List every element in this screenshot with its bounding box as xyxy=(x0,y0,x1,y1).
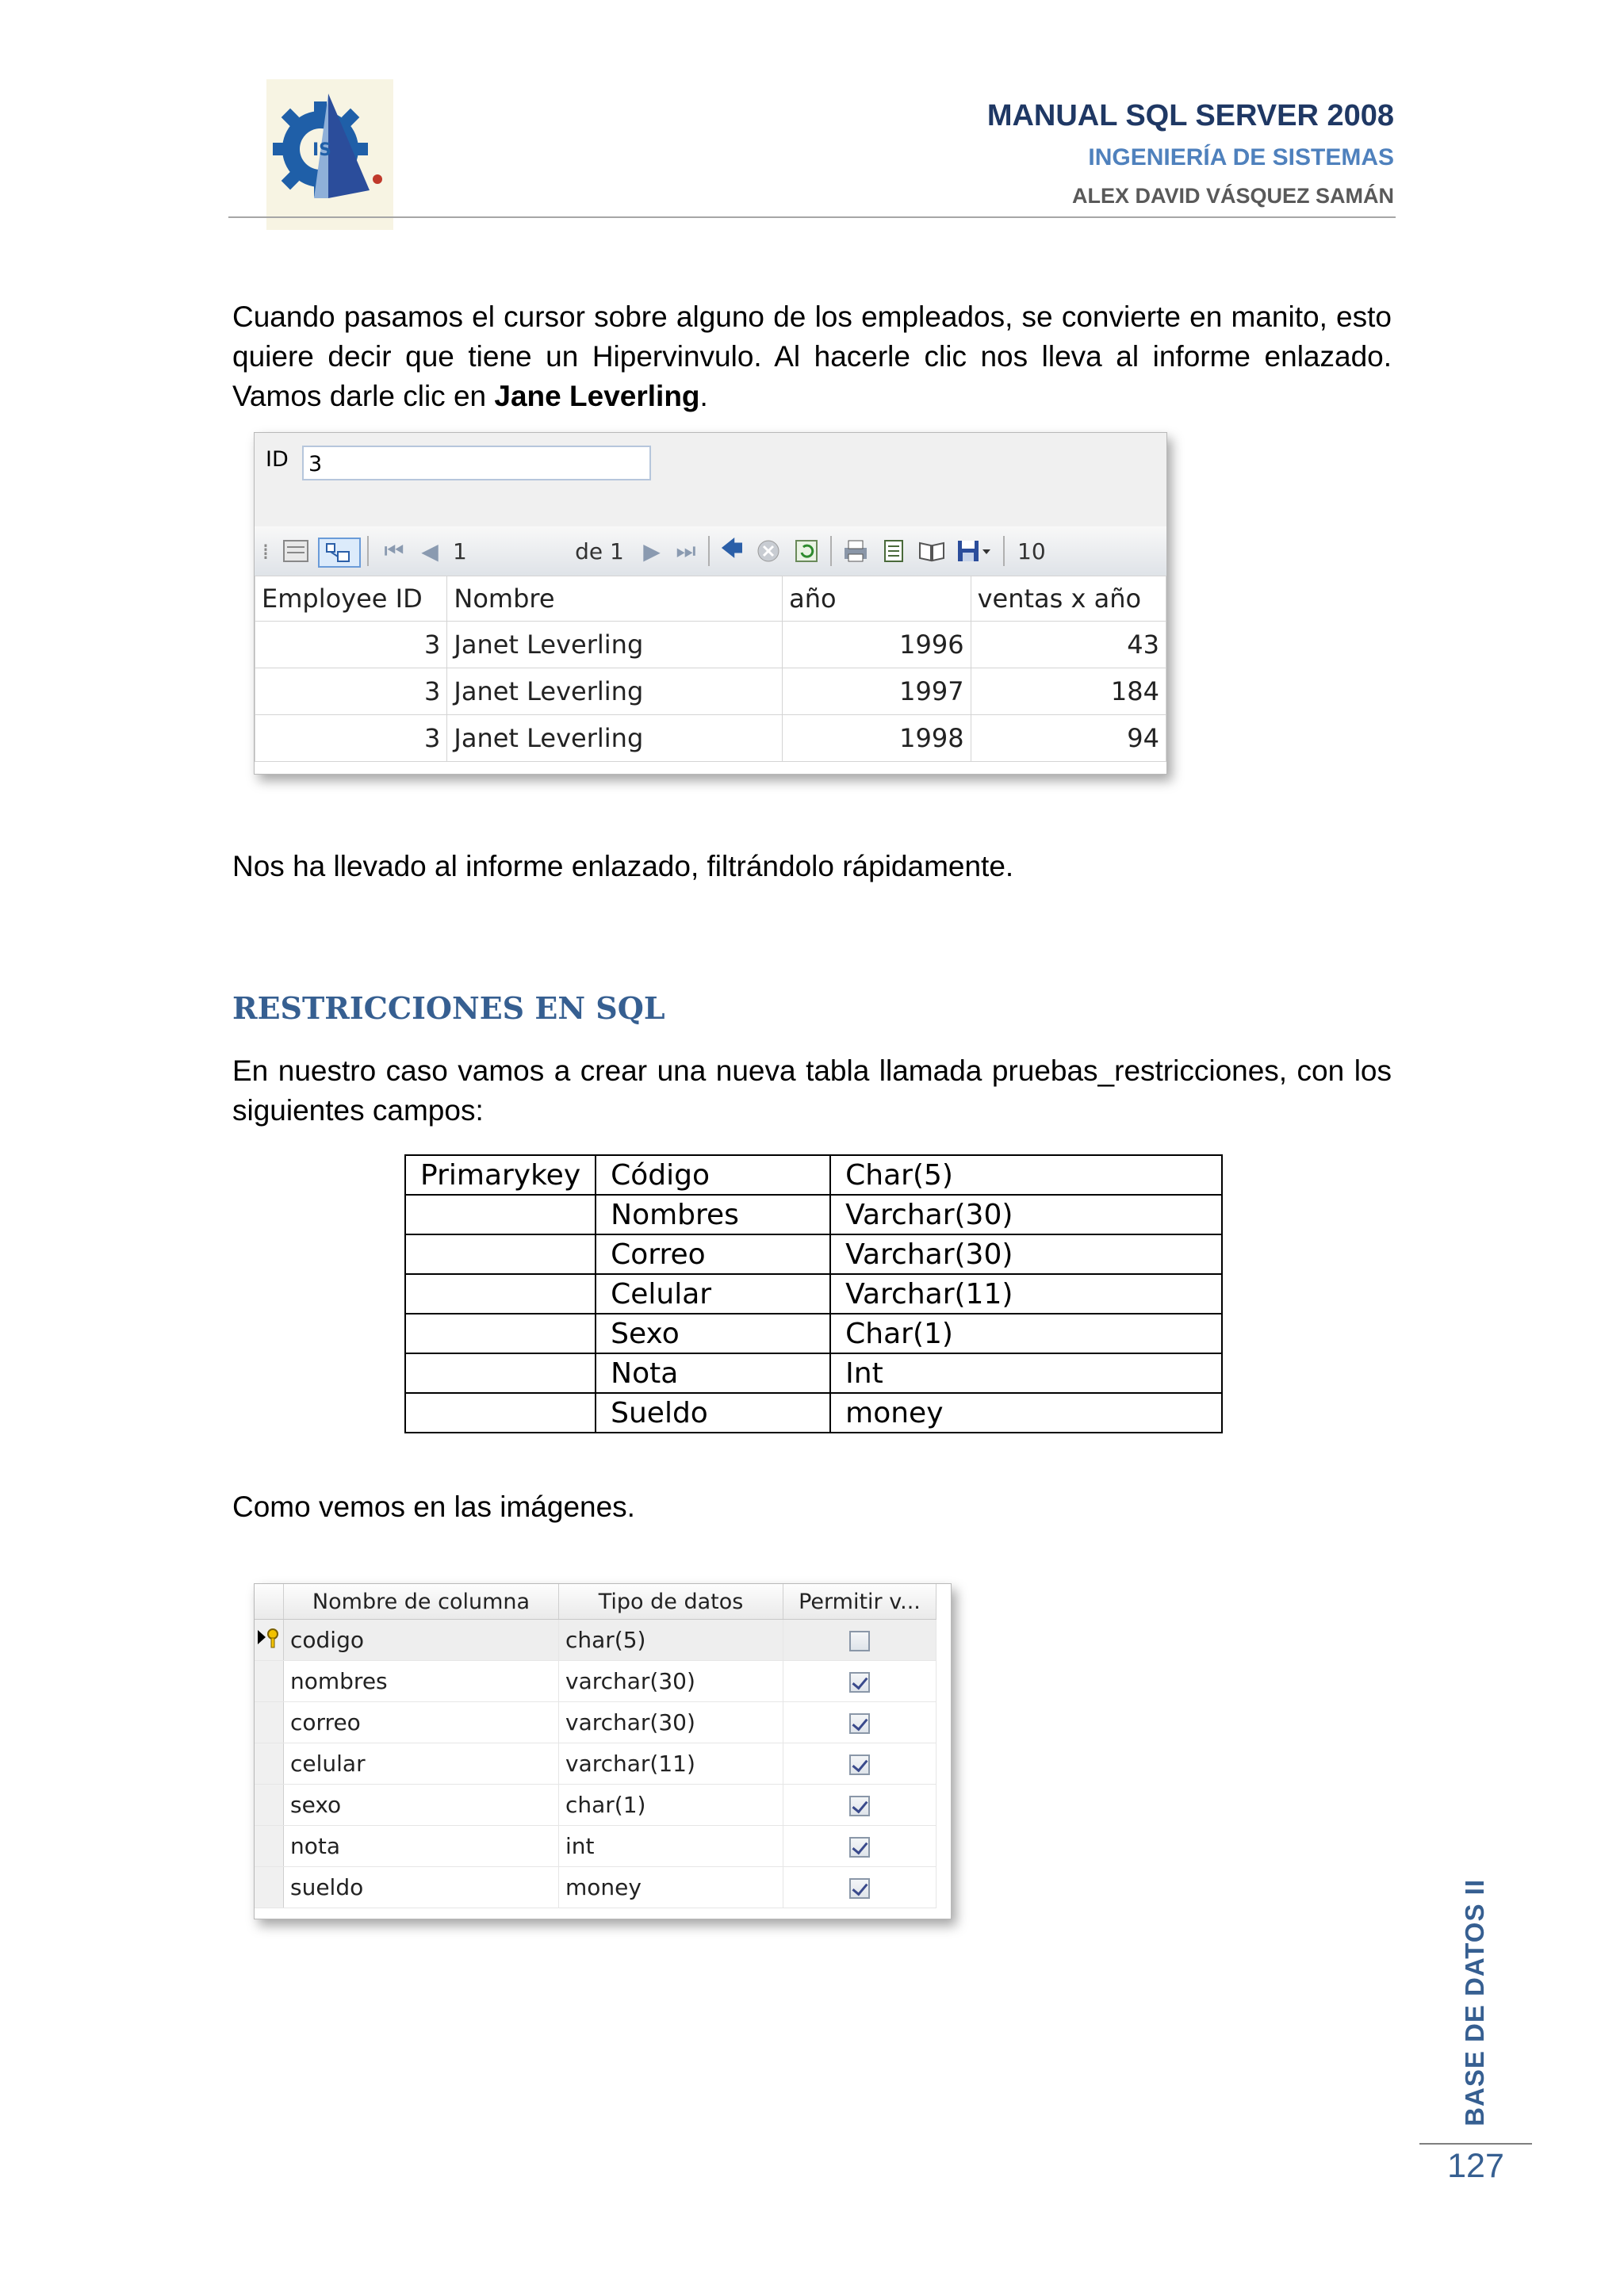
toolbar-separator xyxy=(1003,536,1005,566)
cell-nombre[interactable]: Janet Leverling xyxy=(447,715,783,762)
field-constraint xyxy=(405,1393,596,1433)
field-name: Celular xyxy=(596,1274,830,1314)
allow-nulls-cell xyxy=(783,1620,936,1661)
allow-nulls-cell xyxy=(783,1867,936,1908)
header-divider xyxy=(228,216,1396,218)
col-nombre: Nombre xyxy=(447,576,783,622)
row-selector[interactable] xyxy=(255,1743,284,1785)
toolbar-separator xyxy=(830,536,832,566)
row-selector-header xyxy=(255,1584,284,1620)
allow-nulls-checkbox[interactable] xyxy=(849,1837,870,1858)
report-grid xyxy=(255,576,1166,774)
cell-anio: 1997 xyxy=(783,668,971,715)
field-type: Char(5) xyxy=(830,1155,1222,1195)
col-column-name: Nombre de columna xyxy=(284,1584,559,1620)
manual-title: MANUAL SQL SERVER 2008 xyxy=(986,99,1394,132)
col-ventas: ventas x año xyxy=(971,576,1166,622)
field-type: Int xyxy=(830,1353,1222,1393)
field-type: money xyxy=(830,1393,1222,1433)
stop-icon[interactable] xyxy=(753,538,784,564)
designer-header-row xyxy=(255,1584,936,1620)
column-name-cell[interactable]: celular xyxy=(284,1743,559,1785)
data-type-cell[interactable]: money xyxy=(559,1867,783,1908)
intro-bold-name: Jane Leverling xyxy=(494,380,700,412)
section-heading: RESTRICCIONES EN SQL xyxy=(232,990,665,1026)
zoom-field[interactable]: 10 xyxy=(1017,538,1046,564)
cell-nombre[interactable]: Janet Leverling xyxy=(447,668,783,715)
column-name-cell[interactable]: correo xyxy=(284,1702,559,1743)
field-constraint xyxy=(405,1234,596,1274)
toolbar-separator xyxy=(367,536,369,566)
field-name: Sueldo xyxy=(596,1393,830,1433)
intro-end: . xyxy=(699,380,708,412)
print-layout-icon[interactable] xyxy=(878,538,910,564)
first-page-icon[interactable]: ⏮ xyxy=(384,538,404,564)
allow-nulls-cell xyxy=(783,1743,936,1785)
fields-row xyxy=(405,1274,1222,1314)
previous-page-icon[interactable]: ◀ xyxy=(421,538,439,564)
institution-logo xyxy=(266,79,393,230)
report-row xyxy=(255,622,1166,668)
data-type-cell[interactable]: char(5) xyxy=(559,1620,783,1661)
field-name: Código xyxy=(596,1155,830,1195)
row-selector[interactable] xyxy=(255,1661,284,1702)
column-name-cell[interactable]: sexo xyxy=(284,1785,559,1826)
primary-key-icon[interactable] xyxy=(255,1620,284,1661)
id-parameter-input[interactable]: 3 xyxy=(302,446,651,480)
parent-report-icon[interactable] xyxy=(318,538,361,568)
cell-nombre[interactable]: Janet Leverling xyxy=(447,622,783,668)
field-name: Nombres xyxy=(596,1195,830,1234)
column-name-cell[interactable]: codigo xyxy=(284,1620,559,1661)
fields-row xyxy=(405,1234,1222,1274)
designer-table xyxy=(255,1584,936,1908)
field-constraint xyxy=(405,1314,596,1353)
fields-row xyxy=(405,1155,1222,1195)
page-number-field[interactable]: 1 xyxy=(453,538,467,564)
parameter-bar xyxy=(255,433,1166,527)
fields-row xyxy=(405,1393,1222,1433)
side-label-text: BASE DE DATOS II xyxy=(1460,1879,1489,2126)
designer-row xyxy=(255,1826,936,1867)
table-designer-screenshot xyxy=(254,1583,952,1919)
allow-nulls-checkbox[interactable] xyxy=(849,1796,870,1816)
data-type-cell[interactable]: varchar(30) xyxy=(559,1702,783,1743)
designer-row xyxy=(255,1661,936,1702)
result-paragraph: Nos ha llevado al informe enlazado, filtrándolo rápidamente. xyxy=(232,850,1014,882)
footer-divider xyxy=(1419,2143,1532,2145)
report-viewer-screenshot xyxy=(254,432,1167,775)
side-label xyxy=(1451,1879,1499,2133)
report-header-row xyxy=(255,576,1166,622)
designer-row xyxy=(255,1620,936,1661)
field-name: Nota xyxy=(596,1353,830,1393)
report-row xyxy=(255,668,1166,715)
data-type-cell[interactable]: varchar(30) xyxy=(559,1661,783,1702)
col-employee-id: Employee ID xyxy=(255,576,447,622)
report-toolbar xyxy=(255,526,1166,576)
data-type-cell[interactable]: varchar(11) xyxy=(559,1743,783,1785)
field-type: Varchar(30) xyxy=(830,1195,1222,1234)
allow-nulls-cell xyxy=(783,1661,936,1702)
page-number: 127 xyxy=(1447,2147,1504,2185)
table-intro-paragraph: En nuestro caso vamos a crear una nueva tabla llamada pruebas_restricciones, con los siguientes campos: xyxy=(232,1054,1392,1127)
field-constraint xyxy=(405,1195,596,1234)
allow-nulls-cell xyxy=(783,1785,936,1826)
fields-row xyxy=(405,1314,1222,1353)
cell-anio: 1996 xyxy=(783,622,971,668)
designer-row xyxy=(255,1743,936,1785)
cell-anio: 1998 xyxy=(783,715,971,762)
row-selector[interactable] xyxy=(255,1826,284,1867)
allow-nulls-checkbox[interactable] xyxy=(849,1878,870,1899)
field-type: Varchar(30) xyxy=(830,1234,1222,1274)
designer-row xyxy=(255,1867,936,1908)
row-selector[interactable] xyxy=(255,1867,284,1908)
row-selector[interactable] xyxy=(255,1785,284,1826)
refresh-icon[interactable] xyxy=(791,538,822,564)
intro-paragraph xyxy=(232,297,1392,416)
toolbar-separator xyxy=(708,536,710,566)
row-selector[interactable] xyxy=(255,1702,284,1743)
allow-nulls-checkbox[interactable] xyxy=(849,1713,870,1734)
field-constraint xyxy=(405,1274,596,1314)
allow-nulls-checkbox[interactable] xyxy=(849,1631,870,1651)
cell-employee-id: 3 xyxy=(255,622,447,668)
cell-employee-id: 3 xyxy=(255,715,447,762)
field-constraint: Primarykey xyxy=(405,1155,596,1195)
data-type-cell[interactable]: int xyxy=(559,1826,783,1867)
allow-nulls-checkbox[interactable] xyxy=(849,1755,870,1775)
print-icon[interactable] xyxy=(840,538,871,564)
col-anio: año xyxy=(783,576,971,622)
page-count-label: de 1 xyxy=(575,538,624,564)
author-name: ALEX DAVID VÁSQUEZ SAMÁN xyxy=(1071,184,1394,208)
field-constraint xyxy=(405,1353,596,1393)
export-save-icon[interactable] xyxy=(954,538,994,564)
col-data-type: Tipo de datos xyxy=(559,1584,783,1620)
images-paragraph: Como vemos en las imágenes. xyxy=(232,1490,635,1523)
fields-row xyxy=(405,1353,1222,1393)
designer-row xyxy=(255,1702,936,1743)
column-name-cell[interactable]: sueldo xyxy=(284,1867,559,1908)
allow-nulls-cell xyxy=(783,1702,936,1743)
allow-nulls-cell xyxy=(783,1826,936,1867)
field-type: Char(1) xyxy=(830,1314,1222,1353)
designer-row xyxy=(255,1785,936,1826)
report-table xyxy=(255,576,1166,762)
id-parameter-label: ID xyxy=(266,447,289,472)
col-allow-nulls: Permitir v... xyxy=(783,1584,936,1620)
logo-badge: IS xyxy=(312,140,332,160)
page-setup-icon[interactable] xyxy=(916,538,948,564)
document-map-icon[interactable] xyxy=(280,538,312,564)
fields-table xyxy=(404,1154,1223,1433)
next-page-icon[interactable]: ▶ xyxy=(643,538,661,564)
intro-text: Cuando pasamos el cursor sobre alguno de los empleados, se convierte en manito, esto quiere decir que tiene un Hipervinvulo. Al hacerle clic nos lleva al informe enlazado. Vamos darle clic en xyxy=(232,300,1392,412)
allow-nulls-checkbox[interactable] xyxy=(849,1672,870,1693)
last-page-icon[interactable]: ⏭ xyxy=(676,538,696,564)
column-name-cell[interactable]: nombres xyxy=(284,1661,559,1702)
toolbar-grip-icon: ⁞ xyxy=(262,538,270,564)
manual-subtitle: INGENIERÍA DE SISTEMAS xyxy=(1088,144,1394,170)
field-name: Correo xyxy=(596,1234,830,1274)
back-icon[interactable]: 🡄 xyxy=(720,535,744,561)
column-name-cell[interactable]: nota xyxy=(284,1826,559,1867)
cell-ventas: 94 xyxy=(971,715,1166,762)
field-type: Varchar(11) xyxy=(830,1274,1222,1314)
cell-ventas: 43 xyxy=(971,622,1166,668)
cell-ventas: 184 xyxy=(971,668,1166,715)
data-type-cell[interactable]: char(1) xyxy=(559,1785,783,1826)
field-name: Sexo xyxy=(596,1314,830,1353)
cell-employee-id: 3 xyxy=(255,668,447,715)
fields-row xyxy=(405,1195,1222,1234)
report-row xyxy=(255,715,1166,762)
